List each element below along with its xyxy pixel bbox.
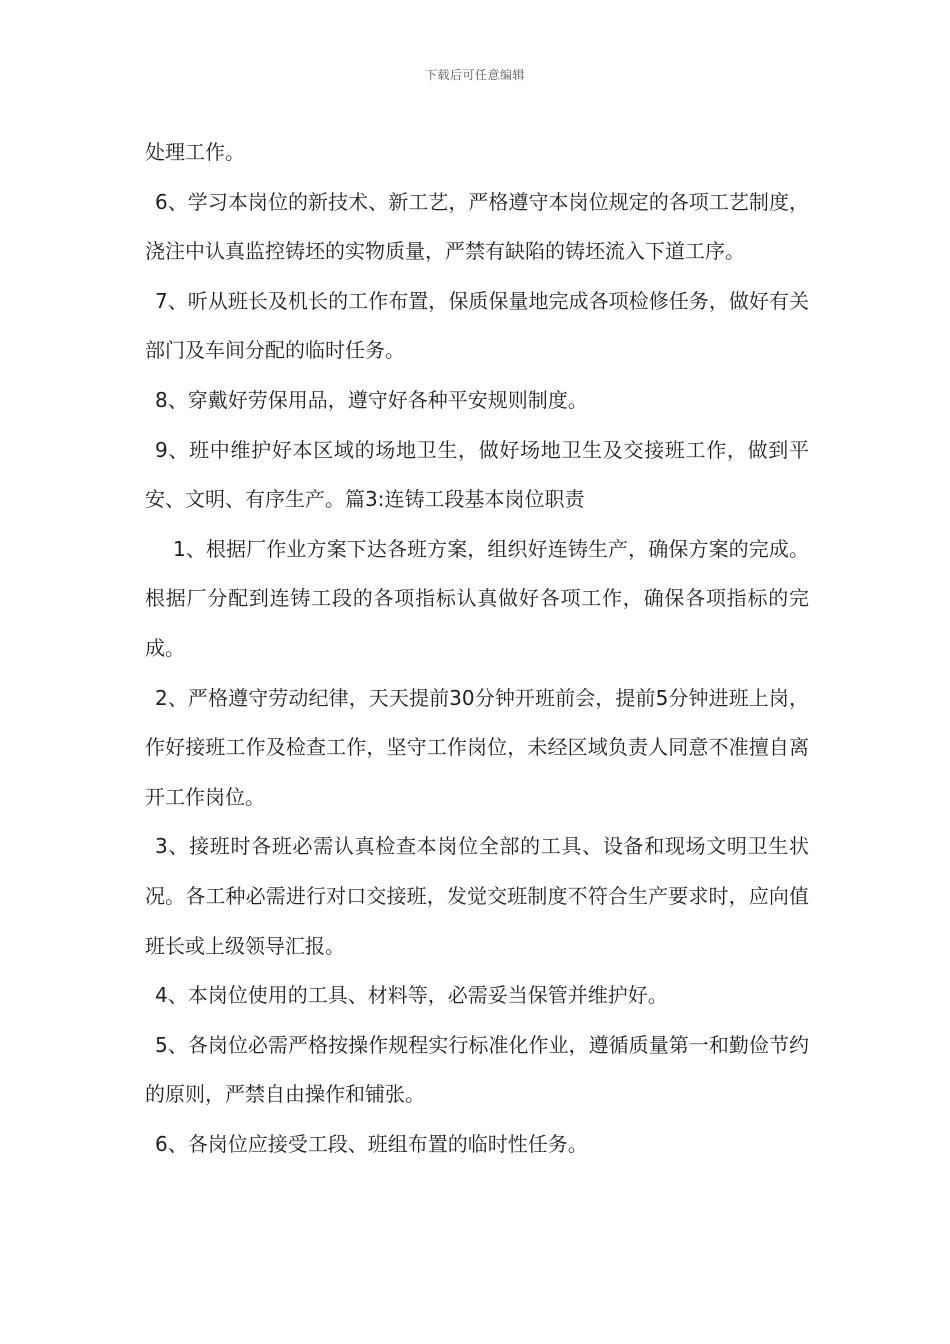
paragraph-section3-item-4: 4、本岗位使用的工具、材料等，必需妥当保管并维护好。 <box>155 983 668 1008</box>
paragraph-section3-item-1: 1、根据厂作业方案下达各班方案，组织好连铸生产，确保方案的完成。根据厂分配到连铸工段的各项指标认真做好各项工作，确保各项指标的完成。 <box>145 536 809 660</box>
page-header: 下载后可任意编辑 <box>424 68 525 82</box>
paragraph-section3-item-3: 3、接班时各班必需认真检查本岗位全部的工具、设备和现场文明卫生状况。各工种必需进行对口交接班，发觉交班制度不符合生产要求时，应向值班长或上级领导汇报。 <box>145 834 809 958</box>
paragraph-item-8: 8、穿戴好劳保用品，遵守好各种平安规则制度。 <box>155 387 588 412</box>
paragraph-item-6: 6、学习本岗位的新技术、新工艺，严格遵守本岗位规定的各项工艺制度，浇注中认真监控铸坯的实物质量，严禁有缺陷的铸坯流入下道工序。 <box>145 189 809 264</box>
paragraph-item-7: 7、听从班长及机长的工作布置，保质保量地完成各项检修任务，做好有关部门及车间分配的临时任务。 <box>145 288 809 363</box>
document-body <box>145 128 809 1169</box>
paragraph-section3-item-5: 5、各岗位必需严格按操作规程实行标准化作业，遵循质量第一和勤俭节约的原则，严禁自由操作和铺张。 <box>145 1032 809 1107</box>
paragraph-continuation: 处理工作。 <box>145 140 245 164</box>
paragraph-section3-item-6: 6、各岗位应接受工段、班组布置的临时性任务。 <box>155 1131 588 1156</box>
paragraph-section3-item-2: 2、严格遵守劳动纪律，天天提前30分钟开班前会，提前5分钟进班上岗，作好接班工作及检查工作，坚守工作岗位，未经区域负责人同意不准擅自离开工作岗位。 <box>145 685 809 809</box>
paragraph-item-9: 9、班中维护好本区域的场地卫生，做好场地卫生及交接班工作，做到平安、文明、有序生产。篇3:连铸工段基本岗位职责 <box>145 437 809 512</box>
